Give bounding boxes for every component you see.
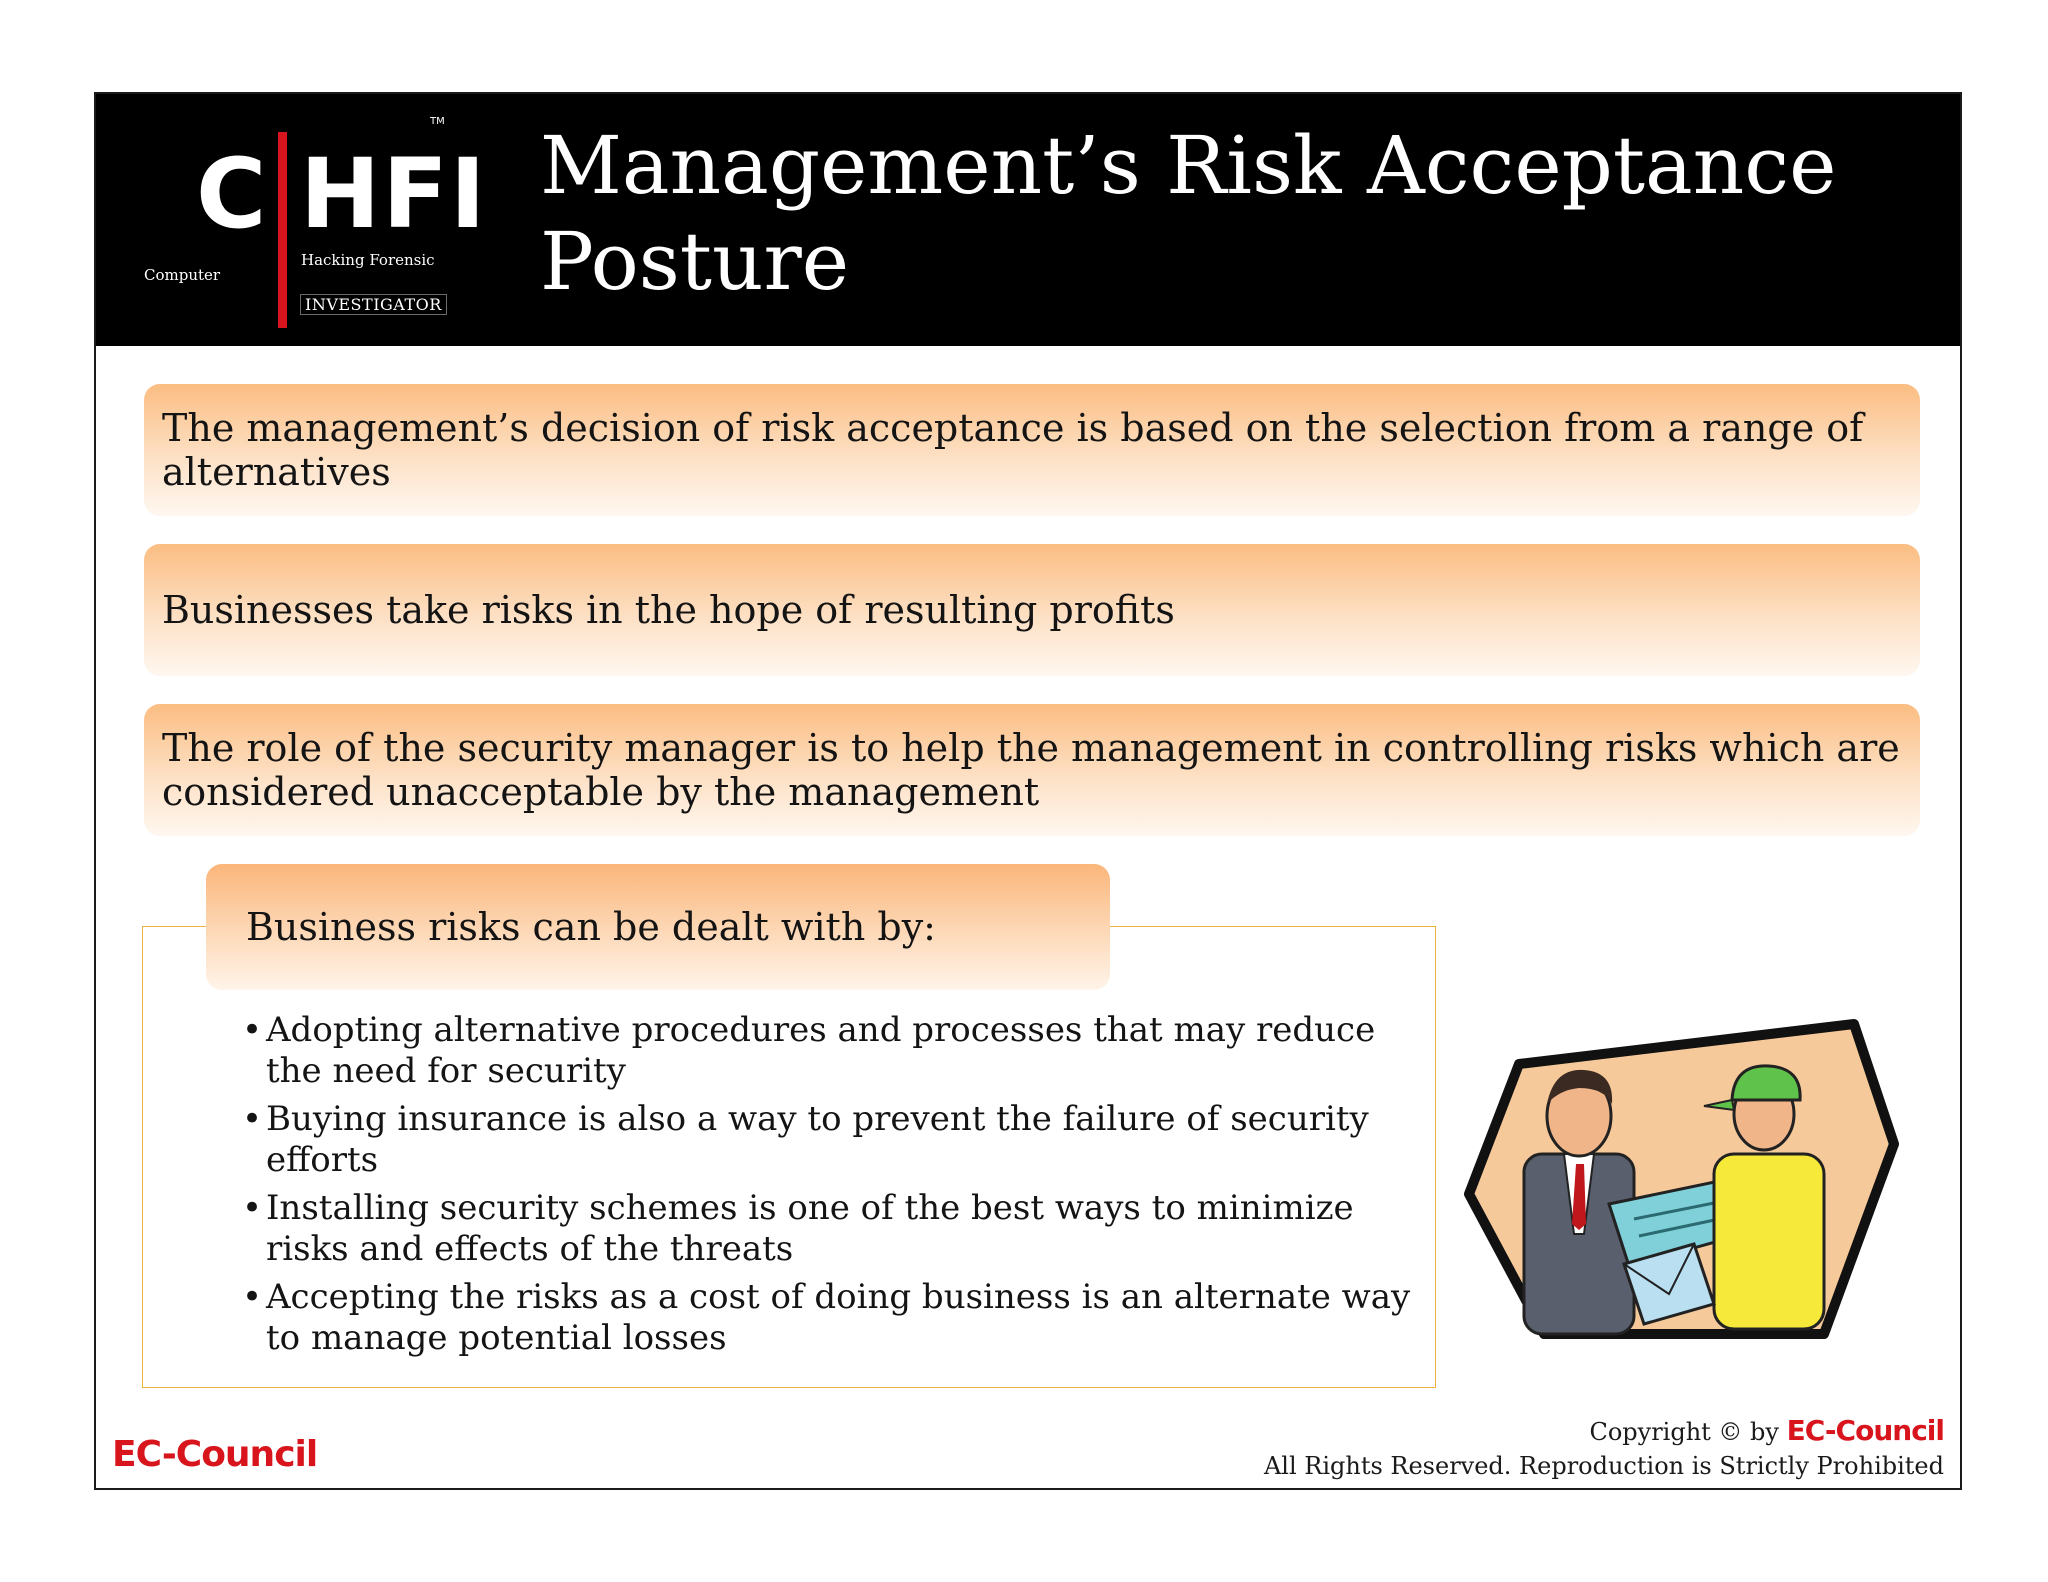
ec-council-logo: EC-Council [112,1434,318,1475]
logo-computer-caption: Computer [144,266,221,284]
logo-investigator-caption: INVESTIGATOR [300,294,447,315]
logo-letter-c: C [196,138,267,250]
chfi-logo [136,112,488,332]
page-title: Management’s Risk Acceptance Posture [540,119,1837,308]
point-text-2: Businesses take risks in the hope of resulting profits [162,588,1175,632]
logo-trademark: TM [430,116,445,127]
business-risks-list [242,1010,1422,1366]
rights-line: All Rights Reserved. Reproduction is Strictly Prohibited [1263,1452,1944,1480]
list-item: • Buying insurance is also a way to prevent the failure of security efforts [242,1099,1422,1181]
list-item: • Accepting the risks as a cost of doing business is an alternate way to manage potential losses [242,1277,1422,1359]
point-bar-1 [144,384,1920,516]
logo-hacking-forensic-caption: Hacking Forensic [301,251,435,269]
copyright-prefix: Copyright © by [1589,1418,1787,1446]
slide [94,92,1962,1490]
logo-letters-hfi: HFI [300,138,488,250]
business-risks-heading-text: Business risks can be dealt with by: [246,905,936,949]
point-text-3: The role of the security manager is to help the management in controlling risks which are considered unacceptable by the management [162,726,1900,814]
point-bar-3 [144,704,1920,836]
point-bar-2 [144,544,1920,676]
copyright-notice [1264,1414,1944,1483]
point-text-1: The management’s decision of risk acceptance is based on the selection from a range of alternatives [162,406,1864,494]
business-risks-heading [206,864,1110,990]
businessman-and-courier-illustration [1464,1004,1904,1344]
list-item: • Installing security schemes is one of the best ways to minimize risks and effects of the threats [242,1188,1422,1270]
header-banner [96,94,1960,346]
list-item: • Adopting alternative procedures and processes that may reduce the need for security [242,1010,1422,1092]
copyright-line [1264,1414,1944,1449]
logo-red-bar [278,132,287,328]
copyright-brand: EC-Council [1786,1414,1944,1447]
